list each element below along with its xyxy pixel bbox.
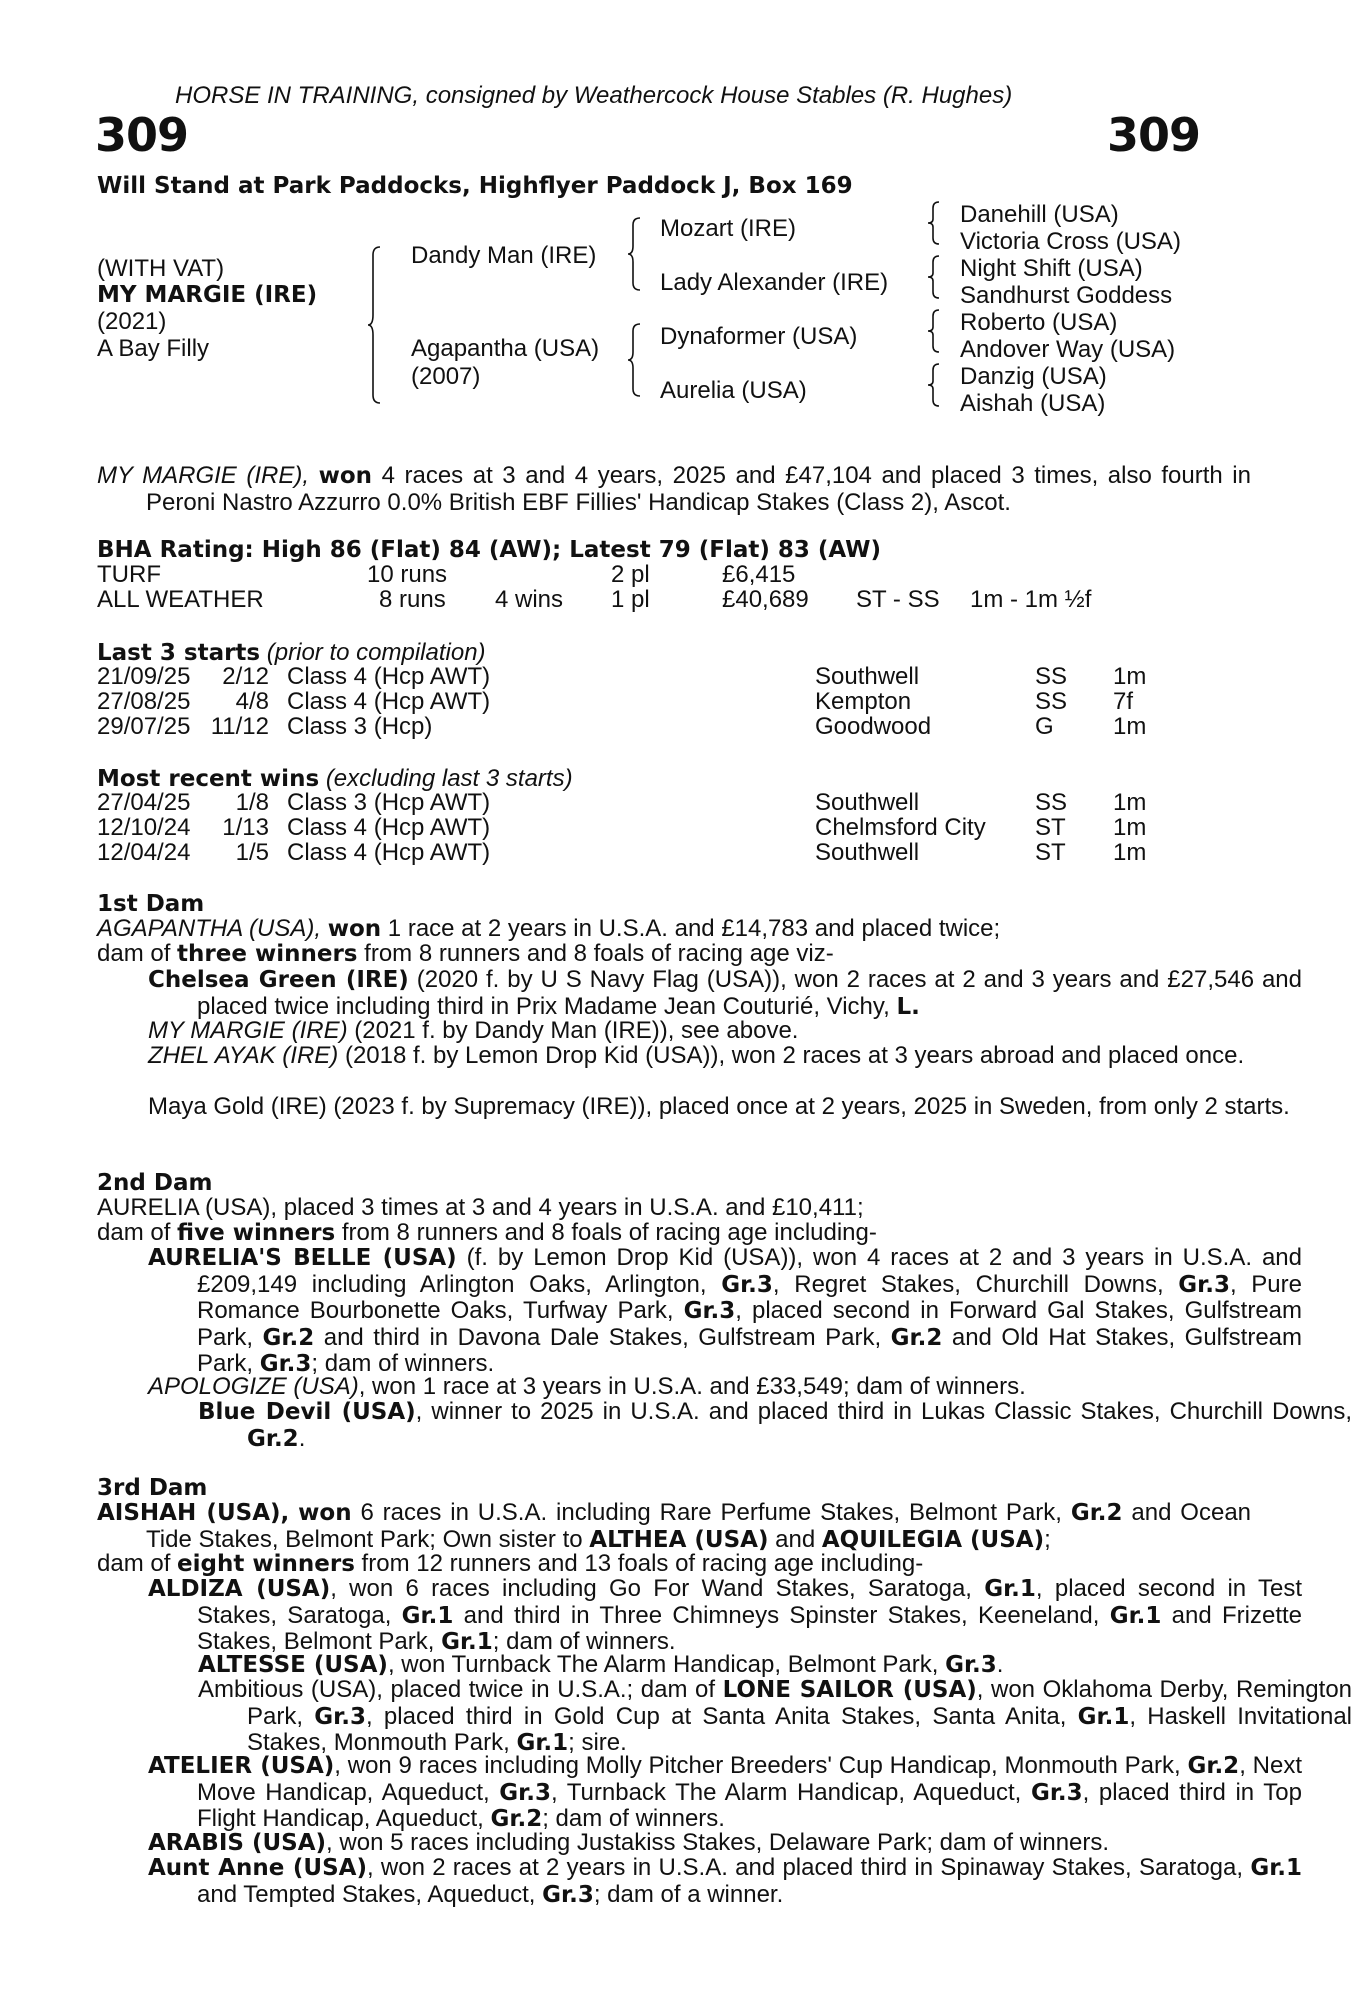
pedigree-bracket-g2 (928, 254, 944, 300)
pedigree-bracket-g3 (928, 308, 944, 354)
start-race: Class 3 (Hcp) (287, 713, 433, 740)
text: and third in Davona Dale Stakes, Gulfstream Park, (314, 1323, 891, 1351)
start-position: 11/12 (210, 713, 269, 740)
text: , Turnback The Alarm Handicap, Aqueduct, (550, 1778, 1031, 1806)
win-race: Class 4 (Hcp AWT) (287, 839, 491, 866)
produce-entry (97, 1855, 1302, 1908)
pedigree-g6: Andover Way (USA) (960, 336, 1176, 363)
pedigree-g1: Danehill (USA) (960, 201, 1119, 228)
lot-number-left: 309 (95, 108, 189, 162)
sister-name: ALTHEA (USA) (589, 1526, 769, 1553)
text: from 12 runners and 13 foals of racing age including- (354, 1550, 924, 1577)
text: , winner to 2025 in U.S.A. and placed third in Lukas Classic Stakes, Churchill Downs, (415, 1398, 1352, 1425)
race-summary (97, 463, 1251, 515)
start-date: 29/07/25 (97, 713, 191, 740)
start-course: Goodwood (815, 713, 932, 740)
win-date: 27/04/25 (97, 789, 191, 816)
win-going: ST (1035, 814, 1066, 841)
text: ; dam of winners. (492, 1628, 676, 1655)
pedigree-sire-dam: Lady Alexander (IRE) (660, 269, 889, 296)
text: ; sire. (568, 1729, 627, 1756)
produce-name: Chelsea Green (IRE) (148, 967, 409, 993)
grade-label: Gr.3 (259, 1351, 312, 1377)
listed-label: L. (896, 993, 920, 1020)
rating-wins: 4 wins (495, 586, 564, 613)
produce-entry (97, 1576, 1302, 1656)
produce-name: ATELIER (USA) (148, 1753, 335, 1779)
produce-name: ZHEL AYAK (IRE) (148, 1042, 339, 1069)
second-dam-heading: 2nd Dam (97, 1170, 213, 1196)
text: from 8 runners and 8 foals of racing age viz- (357, 940, 834, 967)
win-going: ST (1035, 839, 1066, 866)
dam-name: AISHAH (USA), (97, 1500, 290, 1526)
pedigree-dam-dam: Aurelia (USA) (660, 377, 807, 404)
summary-won: won (318, 463, 373, 489)
summary-horse-name: MY MARGIE (IRE), (97, 462, 310, 489)
text: , won 9 races including Molly Pitcher Breeders' Cup Handicap, Monmouth Park, (334, 1752, 1188, 1779)
start-going: G (1035, 713, 1054, 740)
produce-entry (97, 967, 1302, 1020)
grade-label: Gr.1 (441, 1629, 493, 1655)
text: ; dam of winners. (311, 1350, 495, 1377)
pedigree-g4: Sandhurst Goddess (960, 282, 1173, 309)
horse-year: (2021) (97, 308, 167, 335)
rating-going: ST - SS (856, 586, 940, 613)
consignment-header: HORSE IN TRAINING, consigned by Weathercock House Stables (R. Hughes) (175, 82, 1013, 109)
win-distance: 1m (1113, 789, 1147, 816)
first-dam-produce-line (97, 941, 1202, 968)
text: and Frizette Stakes, Belmont Park, (197, 1601, 1303, 1655)
produce-name: APOLOGIZE (USA) (148, 1373, 359, 1400)
start-distance: 1m (1113, 663, 1147, 690)
grade-label: Gr.3 (1030, 1779, 1083, 1806)
summary-text: 4 races at 3 and 4 years, 2025 and £47,104 and placed 3 times, also fourth in Peroni Nastro Azzurro 0.0% British EBF Fillies' Handicap Stakes (Class 2), Ascot. (146, 462, 1251, 516)
produce-name: ALDIZA (USA) (148, 1576, 331, 1602)
rating-runs: 10 runs (367, 561, 448, 588)
pedigree-dam-sire: Dynaformer (USA) (660, 323, 858, 350)
start-going: SS (1035, 663, 1068, 690)
pedigree-g5: Roberto (USA) (960, 309, 1118, 336)
win-course: Chelmsford City (815, 814, 986, 841)
produce-entry: Maya Gold (IRE) (2023 f. by Supremacy (IRE)), placed once at 2 years, 2025 in Sweden, from only 2 starts. (148, 1093, 1290, 1120)
text: , won 6 races including Go For Wand Stakes, Saratoga, (330, 1575, 985, 1602)
rating-money: £6,415 (722, 561, 796, 588)
pedigree-bracket-dam (628, 322, 646, 398)
win-position: 1/5 (235, 839, 269, 866)
dam-name: AGAPANTHA (USA), (97, 915, 322, 942)
produce-name: AURELIA'S BELLE (USA) (148, 1245, 457, 1271)
third-dam-heading: 3rd Dam (97, 1475, 208, 1501)
grade-label: Gr.1 (401, 1602, 454, 1629)
rating-runs: 8 runs (379, 586, 446, 613)
grade-label: Gr.1 (1250, 1855, 1302, 1881)
produce-entry (97, 1043, 1302, 1069)
grade-label: Gr.1 (516, 1730, 569, 1756)
rating-surface: TURF (97, 561, 161, 588)
produce-entry (97, 1245, 1302, 1378)
grade-label: Gr.3 (945, 1652, 997, 1678)
horse-name: MY MARGIE (IRE) (97, 282, 318, 308)
start-race: Class 4 (Hcp AWT) (287, 663, 491, 690)
pedigree-g3: Night Shift (USA) (960, 255, 1143, 282)
rating-placed: 2 pl (611, 561, 650, 588)
grade-label: Gr.2 (490, 1806, 543, 1832)
produce-entry (97, 1753, 1302, 1833)
produce-entry (97, 1830, 1302, 1857)
win-position: 1/8 (235, 789, 269, 816)
text: dam of (97, 1550, 178, 1577)
win-distance: 1m (1113, 814, 1147, 841)
produce-entry (97, 1018, 1302, 1044)
produce-name: LONE SAILOR (USA) (722, 1677, 977, 1703)
text: ; dam of winners. (542, 1805, 725, 1832)
text: , won Oklahoma Derby, Remington Park, (247, 1676, 1352, 1730)
start-distance: 7f (1113, 688, 1134, 715)
pedigree-bracket-sire (628, 216, 646, 292)
text: ; (1044, 1525, 1051, 1553)
produce-entry (97, 1399, 1352, 1452)
text: Ambitious (USA), placed twice in U.S.A.; dam of (198, 1676, 723, 1703)
text: , Haskell Invitational Stakes, Monmouth Park, (247, 1702, 1352, 1756)
winners-count: five winners (177, 1220, 336, 1246)
win-course: Southwell (815, 839, 920, 866)
produce-name: ALTESSE (USA) (198, 1652, 388, 1678)
rating-row-turf (97, 562, 1197, 588)
win-position: 1/13 (222, 814, 269, 841)
grade-label: Gr.3 (542, 1881, 594, 1908)
second-dam-produce-line (97, 1220, 1202, 1247)
produce-text: (2018 f. by Lemon Drop Kid (USA)), won 2 races at 3 years abroad and placed once. (338, 1042, 1245, 1069)
text: and Old Hat Stakes, Gulfstream Park, (197, 1323, 1303, 1377)
text: , placed third in Gold Cup at Santa Anita Stakes, Santa Anita, (365, 1702, 1078, 1730)
last3-note: (prior to compilation) (266, 639, 486, 666)
pedigree-bracket-g4 (928, 362, 944, 408)
grade-label: Gr.3 (499, 1779, 551, 1806)
start-going: SS (1035, 688, 1068, 715)
winners-count: three winners (177, 941, 358, 967)
produce-name: MY MARGIE (IRE) (148, 1017, 348, 1044)
text: . (996, 1651, 1004, 1678)
text: 6 races in U.S.A. including Rare Perfume Stakes, Belmont Park, (351, 1499, 1071, 1526)
produce-text: (2021 f. by Dandy Man (IRE)), see above. (347, 1017, 799, 1044)
text: , placed second in Forward Gal Stakes, Gulfstream Park, (197, 1297, 1303, 1351)
first-dam-line (97, 916, 1202, 943)
recent-win-row (97, 840, 1197, 866)
text: (f. by Lemon Drop Kid (USA)), won 4 races at 2 and 3 years in U.S.A. and £209,149 including Arlington Oaks, Arlington, (197, 1244, 1302, 1298)
recent-wins-heading: Most recent wins (97, 766, 320, 792)
grade-label: Gr.3 (721, 1271, 773, 1298)
grade-label: Gr.3 (683, 1298, 736, 1324)
win-race: Class 3 (Hcp AWT) (287, 789, 491, 816)
text: , Next Move Handicap, Aqueduct, (197, 1752, 1303, 1806)
horse-description: A Bay Filly (97, 335, 210, 362)
produce-entry (97, 1677, 1352, 1757)
start-position: 2/12 (222, 663, 269, 690)
text: ; dam of a winner. (593, 1880, 784, 1908)
text: , Pure Romance Bourbonette Oaks, Turfway Park, (197, 1270, 1302, 1324)
grade-label: Gr.2 (890, 1324, 943, 1351)
bha-rating-heading: BHA Rating: High 86 (Flat) 84 (AW); Latest 79 (Flat) 83 (AW) (97, 537, 882, 563)
third-dam-line (97, 1500, 1251, 1553)
pedigree-g7: Danzig (USA) (960, 363, 1107, 390)
text: , Regret Stakes, Churchill Downs, (772, 1270, 1179, 1298)
text: and (768, 1525, 822, 1553)
grade-label: Gr.2 (247, 1425, 299, 1452)
rating-placed: 1 pl (611, 586, 650, 613)
pedigree-sire: Dandy Man (IRE) (411, 242, 597, 269)
last3-row (97, 714, 1197, 740)
grade-label: Gr.1 (1077, 1703, 1130, 1730)
stabling-location: Will Stand at Park Paddocks, Highflyer Paddock J, Box 169 (97, 173, 853, 199)
won-label: won (298, 1500, 352, 1526)
produce-name: ARABIS (USA) (148, 1830, 327, 1856)
win-course: Southwell (815, 789, 920, 816)
start-date: 21/09/25 (97, 663, 191, 690)
second-dam-line: AURELIA (USA), placed 3 times at 3 and 4 years in U.S.A. and £10,411; (97, 1194, 864, 1221)
text: , won Turnback The Alarm Handicap, Belmont Park, (387, 1651, 946, 1678)
text: , placed second in Test Stakes, Saratoga, (197, 1575, 1302, 1629)
start-position: 4/8 (235, 688, 269, 715)
produce-text: (2020 f. by U S Navy Flag (USA)), won 2 races at 2 and 3 years and £27,546 and placed twice including third in Prix Madame Jean Couturié, Vichy, (197, 966, 1302, 1020)
win-date: 12/10/24 (97, 814, 191, 841)
recent-win-row (97, 815, 1197, 841)
grade-label: Gr.1 (1109, 1602, 1162, 1629)
lot-number-right: 309 (1106, 108, 1200, 162)
grade-label: Gr.2 (1070, 1500, 1123, 1526)
recent-wins-note: (excluding last 3 starts) (325, 765, 573, 792)
grade-label: Gr.2 (1187, 1753, 1240, 1779)
grade-label: Gr.1 (984, 1576, 1036, 1602)
pedigree-bracket-g1 (928, 200, 944, 246)
produce-name: Blue Devil (USA) (198, 1399, 416, 1425)
win-date: 12/04/24 (97, 839, 191, 866)
win-race: Class 4 (Hcp AWT) (287, 814, 491, 841)
rating-distance: 1m - 1m ½f (970, 586, 1092, 613)
pedigree-g2: Victoria Cross (USA) (960, 228, 1181, 255)
dam-record: 1 race at 2 years in U.S.A. and £14,783 and placed twice; (381, 915, 1001, 942)
produce-name: Aunt Anne (USA) (148, 1855, 367, 1881)
win-going: SS (1035, 789, 1068, 816)
start-distance: 1m (1113, 713, 1147, 740)
third-dam-produce-line (97, 1551, 1202, 1578)
recent-win-row (97, 790, 1197, 816)
rating-row-all-weather (97, 587, 1197, 613)
start-course: Southwell (815, 663, 920, 690)
grade-label: Gr.3 (1178, 1271, 1230, 1298)
first-dam-heading: 1st Dam (97, 891, 205, 917)
pedigree-dam-year: (2007) (411, 363, 481, 390)
rating-surface: ALL WEATHER (97, 586, 264, 613)
produce-text: , won 1 race at 3 years in U.S.A. and £33,549; dam of winners. (358, 1373, 1026, 1400)
text: . (298, 1424, 306, 1452)
last3-heading: Last 3 starts (97, 640, 261, 666)
grade-label: Gr.2 (262, 1324, 315, 1351)
last3-row (97, 689, 1197, 715)
text: , won 2 races at 2 years in U.S.A. and placed third in Spinaway Stakes, Saratoga, (366, 1854, 1251, 1881)
text: from 8 runners and 8 foals of racing age including- (335, 1219, 877, 1246)
winners-count: eight winners (177, 1551, 355, 1577)
text: and Ocean Tide Stakes, Belmont Park; Own sister to (146, 1499, 1252, 1553)
text: , placed third in Top Flight Handicap, Aqueduct, (197, 1778, 1302, 1832)
grade-label: Gr.3 (314, 1703, 366, 1730)
produce-entry (97, 1652, 1352, 1679)
pedigree-g8: Aishah (USA) (960, 390, 1106, 417)
text: and Tempted Stakes, Aqueduct, (197, 1880, 543, 1908)
text: and third in Three Chimneys Spinster Stakes, Keeneland, (453, 1601, 1110, 1629)
text: dam of (97, 940, 178, 967)
vat-label: (WITH VAT) (97, 255, 225, 282)
last3-row (97, 664, 1197, 690)
pedigree-bracket-main (368, 245, 388, 405)
produce-text: , won 5 races including Justakiss Stakes, Delaware Park; dam of winners. (326, 1829, 1110, 1856)
win-distance: 1m (1113, 839, 1147, 866)
pedigree-dam: Agapantha (USA) (411, 335, 600, 362)
won-label: won (327, 916, 382, 942)
pedigree-sire-sire: Mozart (IRE) (660, 215, 797, 242)
start-date: 27/08/25 (97, 688, 191, 715)
start-race: Class 4 (Hcp AWT) (287, 688, 491, 715)
sister-name: AQUILEGIA (USA) (821, 1526, 1045, 1553)
produce-entry (97, 1374, 1302, 1400)
start-course: Kempton (815, 688, 912, 715)
text: dam of (97, 1219, 178, 1246)
rating-money: £40,689 (722, 586, 809, 613)
